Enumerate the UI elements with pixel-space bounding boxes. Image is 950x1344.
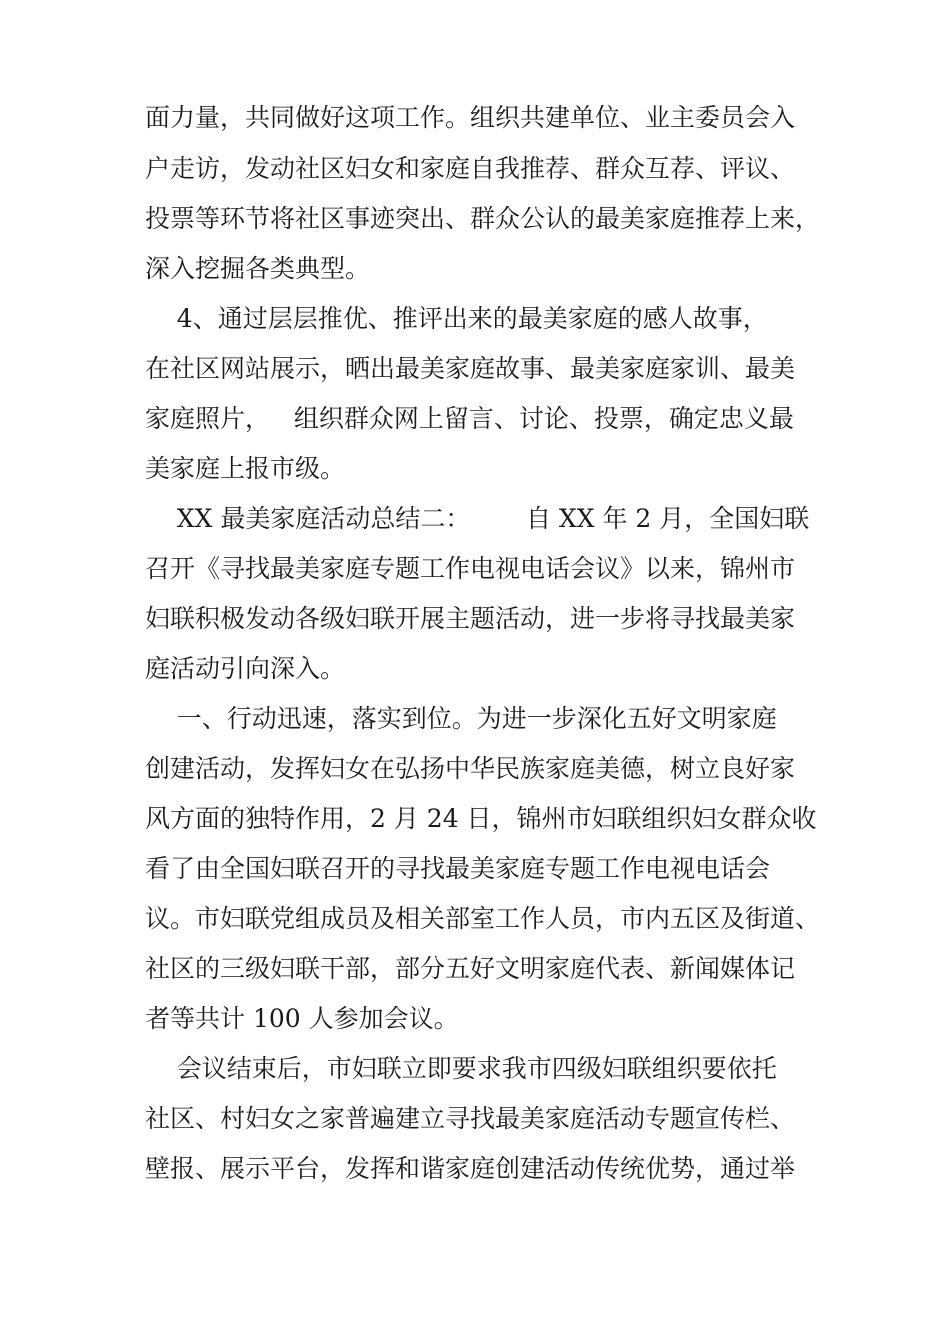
- text-line: 壁报、展示平台，发挥和谐家庭创建活动传统优势，通过举: [145, 1154, 796, 1183]
- text-line: 4、通过层层推优、推评出来的最美家庭的感人故事，: [145, 304, 768, 333]
- text-line: 投票等环节将社区事迹突出、群众公认的最美家庭推荐上来，: [145, 204, 821, 233]
- text-line: 会议结束后，市妇联立即要求我市四级妇联组织要依托: [145, 1054, 777, 1083]
- text-line: 看了由全国妇联召开的寻找最美家庭专题工作电视电话会: [145, 854, 771, 883]
- text-line: 一、行动迅速，落实到位。为进一步深化五好文明家庭: [145, 704, 777, 733]
- text-line: 妇联积极发动各级妇联开展主题活动，进一步将寻找最美家: [145, 604, 796, 633]
- text-line: 庭活动引向深入。: [145, 654, 346, 683]
- text-line: 风方面的独特作用，2 月 24 日，锦州市妇联组织妇女群众收: [145, 804, 817, 833]
- text-line: 家庭照片， 组织群众网上留言、讨论、投票，确定忠义最: [145, 404, 794, 433]
- text-line: 美家庭上报市级。: [145, 454, 346, 483]
- text-line: 者等共计 100 人参加会议。: [145, 1004, 459, 1033]
- text-line: 在社区网站展示，晒出最美家庭故事、最美家庭家训、最美: [145, 354, 796, 383]
- text-line: 面力量，共同做好这项工作。组织共建单位、业主委员会入: [145, 103, 796, 132]
- text-line: 社区的三级妇联干部，部分五好文明家庭代表、新闻媒体记: [145, 954, 796, 983]
- text-line: 社区、村妇女之家普遍建立寻找最美家庭活动专题宣传栏、: [145, 1104, 796, 1133]
- text-line: 创建活动，发挥妇女在弘扬中华民族家庭美德，树立良好家: [145, 754, 796, 783]
- text-line: 议。市妇联党组成员及相关部室工作人员，市内五区及街道、: [145, 904, 821, 933]
- text-line: 深入挖掘各类典型。: [145, 254, 371, 283]
- text-line: 召开《寻找最美家庭专题工作电视电话会议》以来，锦州市: [145, 554, 796, 583]
- text-line: 户走访，发动社区妇女和家庭自我推荐、群众互荐、评议、: [145, 154, 796, 183]
- text-line: XX 最美家庭活动总结二： 自 XX 年 2 月，全国妇联: [145, 504, 810, 533]
